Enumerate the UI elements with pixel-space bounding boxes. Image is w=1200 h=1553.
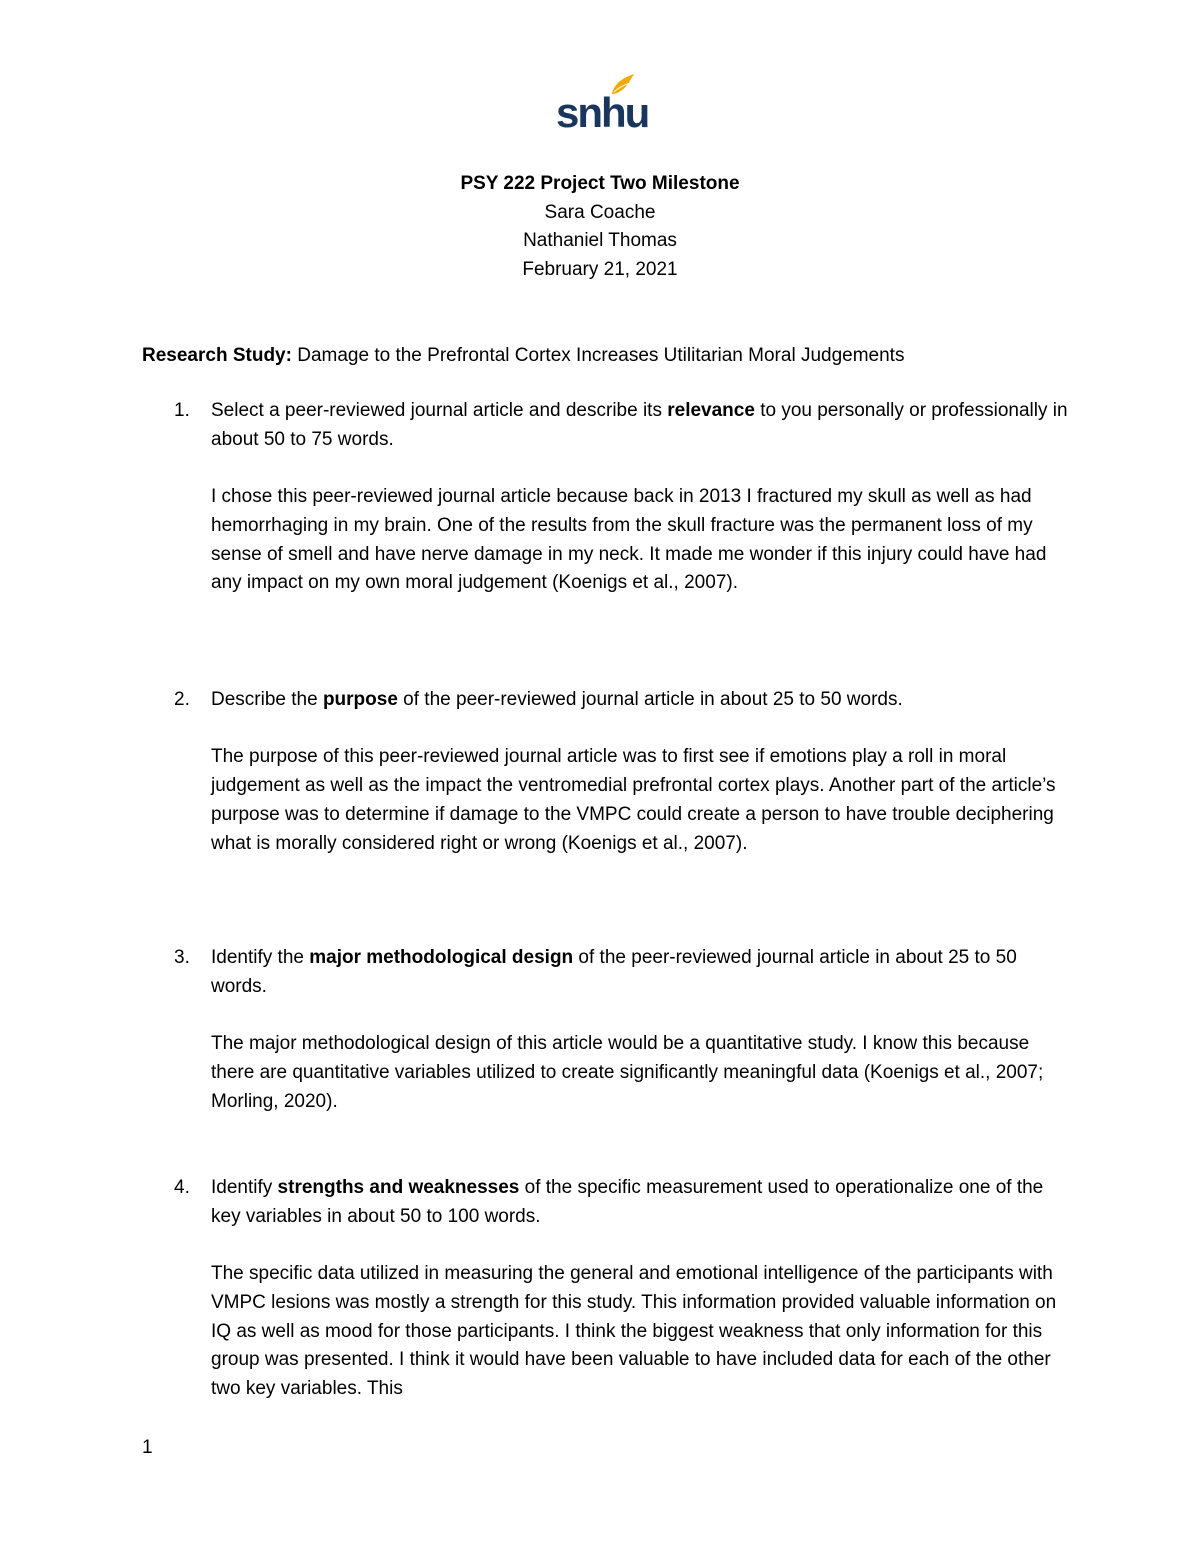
prompt-text: Select a peer-reviewed journal article and describe its [211,400,668,421]
question-4 [174,1174,1074,1404]
prompt-text: Identify the [211,947,310,968]
question-prompt [211,397,1074,454]
document-header [0,170,1200,284]
question-number: 2. [174,689,190,710]
research-study-line [142,342,904,370]
prompt-text: Identify [211,1177,278,1198]
question-prompt [211,1174,1074,1231]
prompt-text: Describe the [211,689,323,710]
question-prompt [211,686,1074,715]
prompt-emphasis: strengths and weaknesses [277,1177,520,1198]
question-number: 3. [174,947,190,968]
question-answer: The major methodological design of this article would be a quantitative study. I know this because there are quantitative variables utilized to create significantly meaningful data (Koenigs et al., 2007; Morling, 2020). [211,1033,1044,1112]
question-2 [174,686,1074,858]
question-3 [174,944,1074,1116]
question-number: 1. [174,400,190,421]
page-number: 1 [142,1437,153,1458]
prompt-emphasis: major methodological design [309,947,574,968]
question-answer: The specific data utilized in measuring the general and emotional intelligence of the participants with VMPC lesions was mostly a strength for this study. This information provided valuable information on IQ as well as mood for those participants. I think the biggest weakness that only information for this group was presented. I think it would have been valuable to have included data for each of the other two key variables. This [211,1263,1057,1399]
prompt-emphasis: purpose [322,689,398,710]
student-name: Sara Coache [544,201,656,223]
document-date: February 21, 2021 [522,258,678,280]
logo-wordmark: snhu [556,89,649,136]
research-study-label: Research Study: [142,345,292,366]
instructor-name: Nathaniel Thomas [523,230,677,251]
question-number: 4. [174,1177,190,1198]
prompt-text: of the specific measurement used to operationalize one of the key variables in about 50 to 100 words. [211,1177,1044,1227]
prompt-text: of the peer-reviewed journal article in about 25 to 50 words. [397,689,903,710]
question-answer: I chose this peer-reviewed journal article because back in 2013 I fractured my skull as well as had hemorrhaging in my brain. One of the results from the skull fracture was the permanent loss of my sense of smell and have nerve damage in my neck. It made me wonder if this injury could have had any impact on my own moral judgement (Koenigs et al., 2007). [211,486,1047,594]
prompt-text: to you personally or professionally in about 50 to 75 words. [211,400,1068,450]
question-answer: The purpose of this peer-reviewed journal article was to first see if emotions play a roll in moral judgement as well as the impact the ventromedial prefrontal cortex plays. Another part of the article’s purpose was to determine if damage to the VMPC could create a person to have trouble deciphering what is morally considered right or wrong (Koenigs et al., 2007). [211,746,1056,854]
prompt-emphasis: relevance [667,400,755,421]
question-prompt [211,944,1074,1001]
question-1 [174,397,1074,598]
research-study-title: Damage to the Prefrontal Cortex Increases Utilitarian Moral Judgements [291,345,905,366]
prompt-text: of the peer-reviewed journal article in about 25 to 50 words. [211,947,1017,997]
document-title: PSY 222 Project Two Milestone [460,173,740,194]
